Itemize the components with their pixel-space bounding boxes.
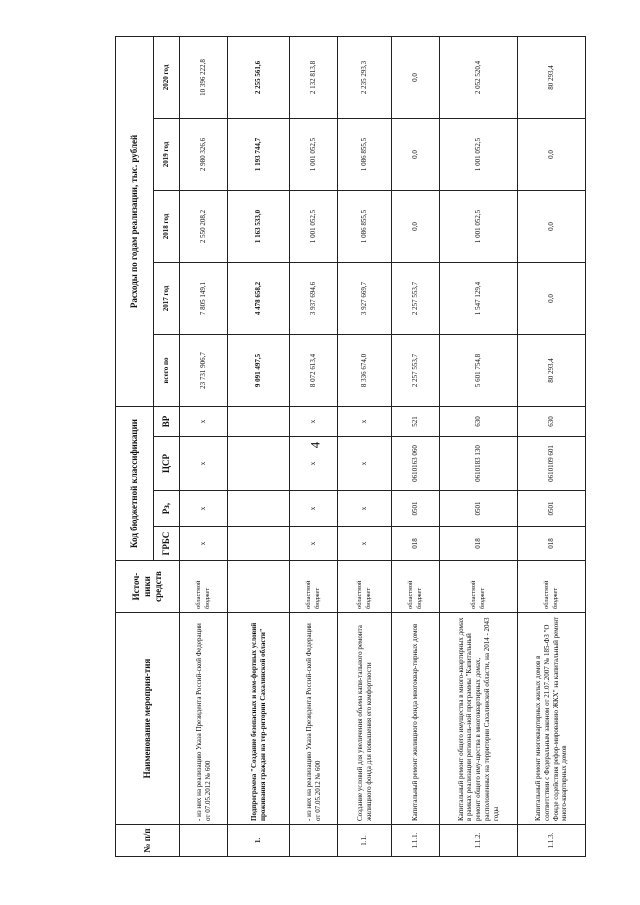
cell-2018: 0,0 xyxy=(392,190,440,262)
header-expenses-group: Расходы по годам реализации, тыс. рублей xyxy=(116,36,154,406)
header-grbs: ГРБС xyxy=(154,527,180,561)
cell-source: областной бюджет xyxy=(440,561,518,613)
cell-2020: 80 293,4 xyxy=(518,36,586,118)
cell-csr: x xyxy=(290,437,338,491)
cell-2020: 10 396 222,8 xyxy=(180,36,228,118)
header-source: Источ-ники средств xyxy=(116,561,180,613)
cell-source: областной бюджет xyxy=(392,561,440,613)
cell-total: 8 336 674,0 xyxy=(338,334,392,406)
cell-name: Подпрограмма "Создание безопасных и ком-фортных условий проживания граждан на тер-ритории Сахалинской области" xyxy=(228,613,290,825)
cell-2017: 1 547 129,4 xyxy=(440,262,518,334)
cell-vr: x xyxy=(338,406,392,436)
cell-2019: 1 001 052,5 xyxy=(290,118,338,190)
header-rz: Рз, xyxy=(154,491,180,527)
cell-total: 8 072 613,4 xyxy=(290,334,338,406)
cell-2018: 0,0 xyxy=(518,190,586,262)
cell-num xyxy=(290,825,338,857)
cell-rz: 0501 xyxy=(392,491,440,527)
cell-source xyxy=(228,561,290,613)
cell-source: областной бюджет xyxy=(290,561,338,613)
cell-2017: 2 257 553,7 xyxy=(392,262,440,334)
header-total: всего по xyxy=(154,334,180,406)
header-num: № п/п xyxy=(116,825,180,857)
cell-csr: x xyxy=(180,437,228,491)
cell-vr: x xyxy=(180,406,228,436)
header-name: Наименование мероприя-тия xyxy=(116,613,180,825)
table-row xyxy=(440,36,518,856)
cell-rz: 0501 xyxy=(440,491,518,527)
cell-2018: 1 001 052,5 xyxy=(440,190,518,262)
table-row xyxy=(180,36,228,856)
cell-2019: 0,0 xyxy=(392,118,440,190)
cell-total: 9 091 497,5 xyxy=(228,334,290,406)
budget-table xyxy=(115,36,586,857)
cell-2019: 1 193 744,7 xyxy=(228,118,290,190)
page-number: 4 xyxy=(307,441,323,449)
cell-csr: 0610109 601 xyxy=(518,437,586,491)
cell-csr: x xyxy=(338,437,392,491)
cell-total: 80 293,4 xyxy=(518,334,586,406)
cell-vr: 630 xyxy=(440,406,518,436)
table-row xyxy=(228,36,290,856)
cell-name: - из них на реализацию Указа Президента Россий-ской Федерации от 07.05.2012 № 600 xyxy=(290,613,338,825)
cell-grbs: 018 xyxy=(392,527,440,561)
cell-rz: x xyxy=(180,491,228,527)
cell-source: областной бюджет xyxy=(518,561,586,613)
cell-2019: 1 086 855,5 xyxy=(338,118,392,190)
cell-2019: 1 001 052,5 xyxy=(440,118,518,190)
cell-name: Капитальный ремонт многоквартирных жилых домов в соответствии с Федеральным законом от 21.07.2007 № 185-ФЗ "О Фонде содействия рефор-мированию ЖКХ" на капитальный ремонт много-квартирных домов xyxy=(518,613,586,825)
cell-csr: 0610183 130 xyxy=(440,437,518,491)
cell-num: 1.1. xyxy=(338,825,392,857)
cell-num: 1.1.3. xyxy=(518,825,586,857)
cell-name: Создание условий для увеличения объема капи-тального ремонта жилищного фонда для повышения его комфортности xyxy=(338,613,392,825)
cell-num xyxy=(180,825,228,857)
cell-total: 23 731 906,7 xyxy=(180,334,228,406)
cell-num: 1.1.1. xyxy=(392,825,440,857)
cell-grbs: 018 xyxy=(440,527,518,561)
cell-grbs: x xyxy=(180,527,228,561)
cell-vr: 521 xyxy=(392,406,440,436)
header-2017: 2017 год xyxy=(154,262,180,334)
cell-num: 1. xyxy=(228,825,290,857)
cell-2017: 7 805 149,1 xyxy=(180,262,228,334)
cell-rz: x xyxy=(290,491,338,527)
table-row xyxy=(338,36,392,856)
cell-2020: 2 052 520,4 xyxy=(440,36,518,118)
header-2019: 2019 год xyxy=(154,118,180,190)
header-2018: 2018 год xyxy=(154,190,180,262)
cell-vr: x xyxy=(290,406,338,436)
cell-2019: 0,0 xyxy=(518,118,586,190)
header-2020: 2020 год xyxy=(154,36,180,118)
cell-csr xyxy=(228,437,290,491)
cell-csr: 0610163 060 xyxy=(392,437,440,491)
cell-total: 5 601 754,8 xyxy=(440,334,518,406)
header-code-group: Код бюджетной классификации xyxy=(116,406,154,560)
cell-2017: 3 927 669,7 xyxy=(338,262,392,334)
cell-source: областной бюджет xyxy=(338,561,392,613)
cell-2017: 3 937 694,6 xyxy=(290,262,338,334)
cell-rz: x xyxy=(338,491,392,527)
cell-2020: 0,0 xyxy=(392,36,440,118)
cell-vr: 630 xyxy=(518,406,586,436)
cell-name: - из них на реализацию Указа Президента Россий-ской Федерации от 07.05.2012 № 600 xyxy=(180,613,228,825)
cell-grbs xyxy=(228,527,290,561)
cell-2018: 1 163 533,0 xyxy=(228,190,290,262)
cell-total: 2 257 553,7 xyxy=(392,334,440,406)
cell-source: областной бюджет xyxy=(180,561,228,613)
cell-rz xyxy=(228,491,290,527)
cell-2018: 1 001 052,5 xyxy=(290,190,338,262)
rotated-table-wrapper xyxy=(115,37,585,857)
cell-name: Капитальный ремонт жилищного фонда многоквар-тирных домов xyxy=(392,613,440,825)
cell-grbs: 018 xyxy=(518,527,586,561)
cell-2017: 4 478 658,2 xyxy=(228,262,290,334)
cell-2018: 1 086 855,5 xyxy=(338,190,392,262)
cell-2020: 2 132 813,8 xyxy=(290,36,338,118)
cell-rz: 0501 xyxy=(518,491,586,527)
cell-2018: 2 550 208,2 xyxy=(180,190,228,262)
cell-2017: 0,0 xyxy=(518,262,586,334)
cell-name: Капитальный ремонт общего имущества в много-квартирных домах в рамках реализации региональ-ной программы "Капитальный ремонт общего иму-щества в многоквартирных домах, расположенных на территории Сахалинской области, на 2014 - 2043 годы xyxy=(440,613,518,825)
cell-2020: 2 255 561,6 xyxy=(228,36,290,118)
header-csr: ЦСР xyxy=(154,437,180,491)
cell-vr xyxy=(228,406,290,436)
cell-2019: 2 980 326,6 xyxy=(180,118,228,190)
cell-2020: 2 235 293,3 xyxy=(338,36,392,118)
table-row xyxy=(392,36,440,856)
table-row xyxy=(290,36,338,856)
cell-grbs: x xyxy=(338,527,392,561)
cell-grbs: x xyxy=(290,527,338,561)
header-vr: ВР xyxy=(154,406,180,436)
table-row xyxy=(518,36,586,856)
cell-num: 1.1.2. xyxy=(440,825,518,857)
